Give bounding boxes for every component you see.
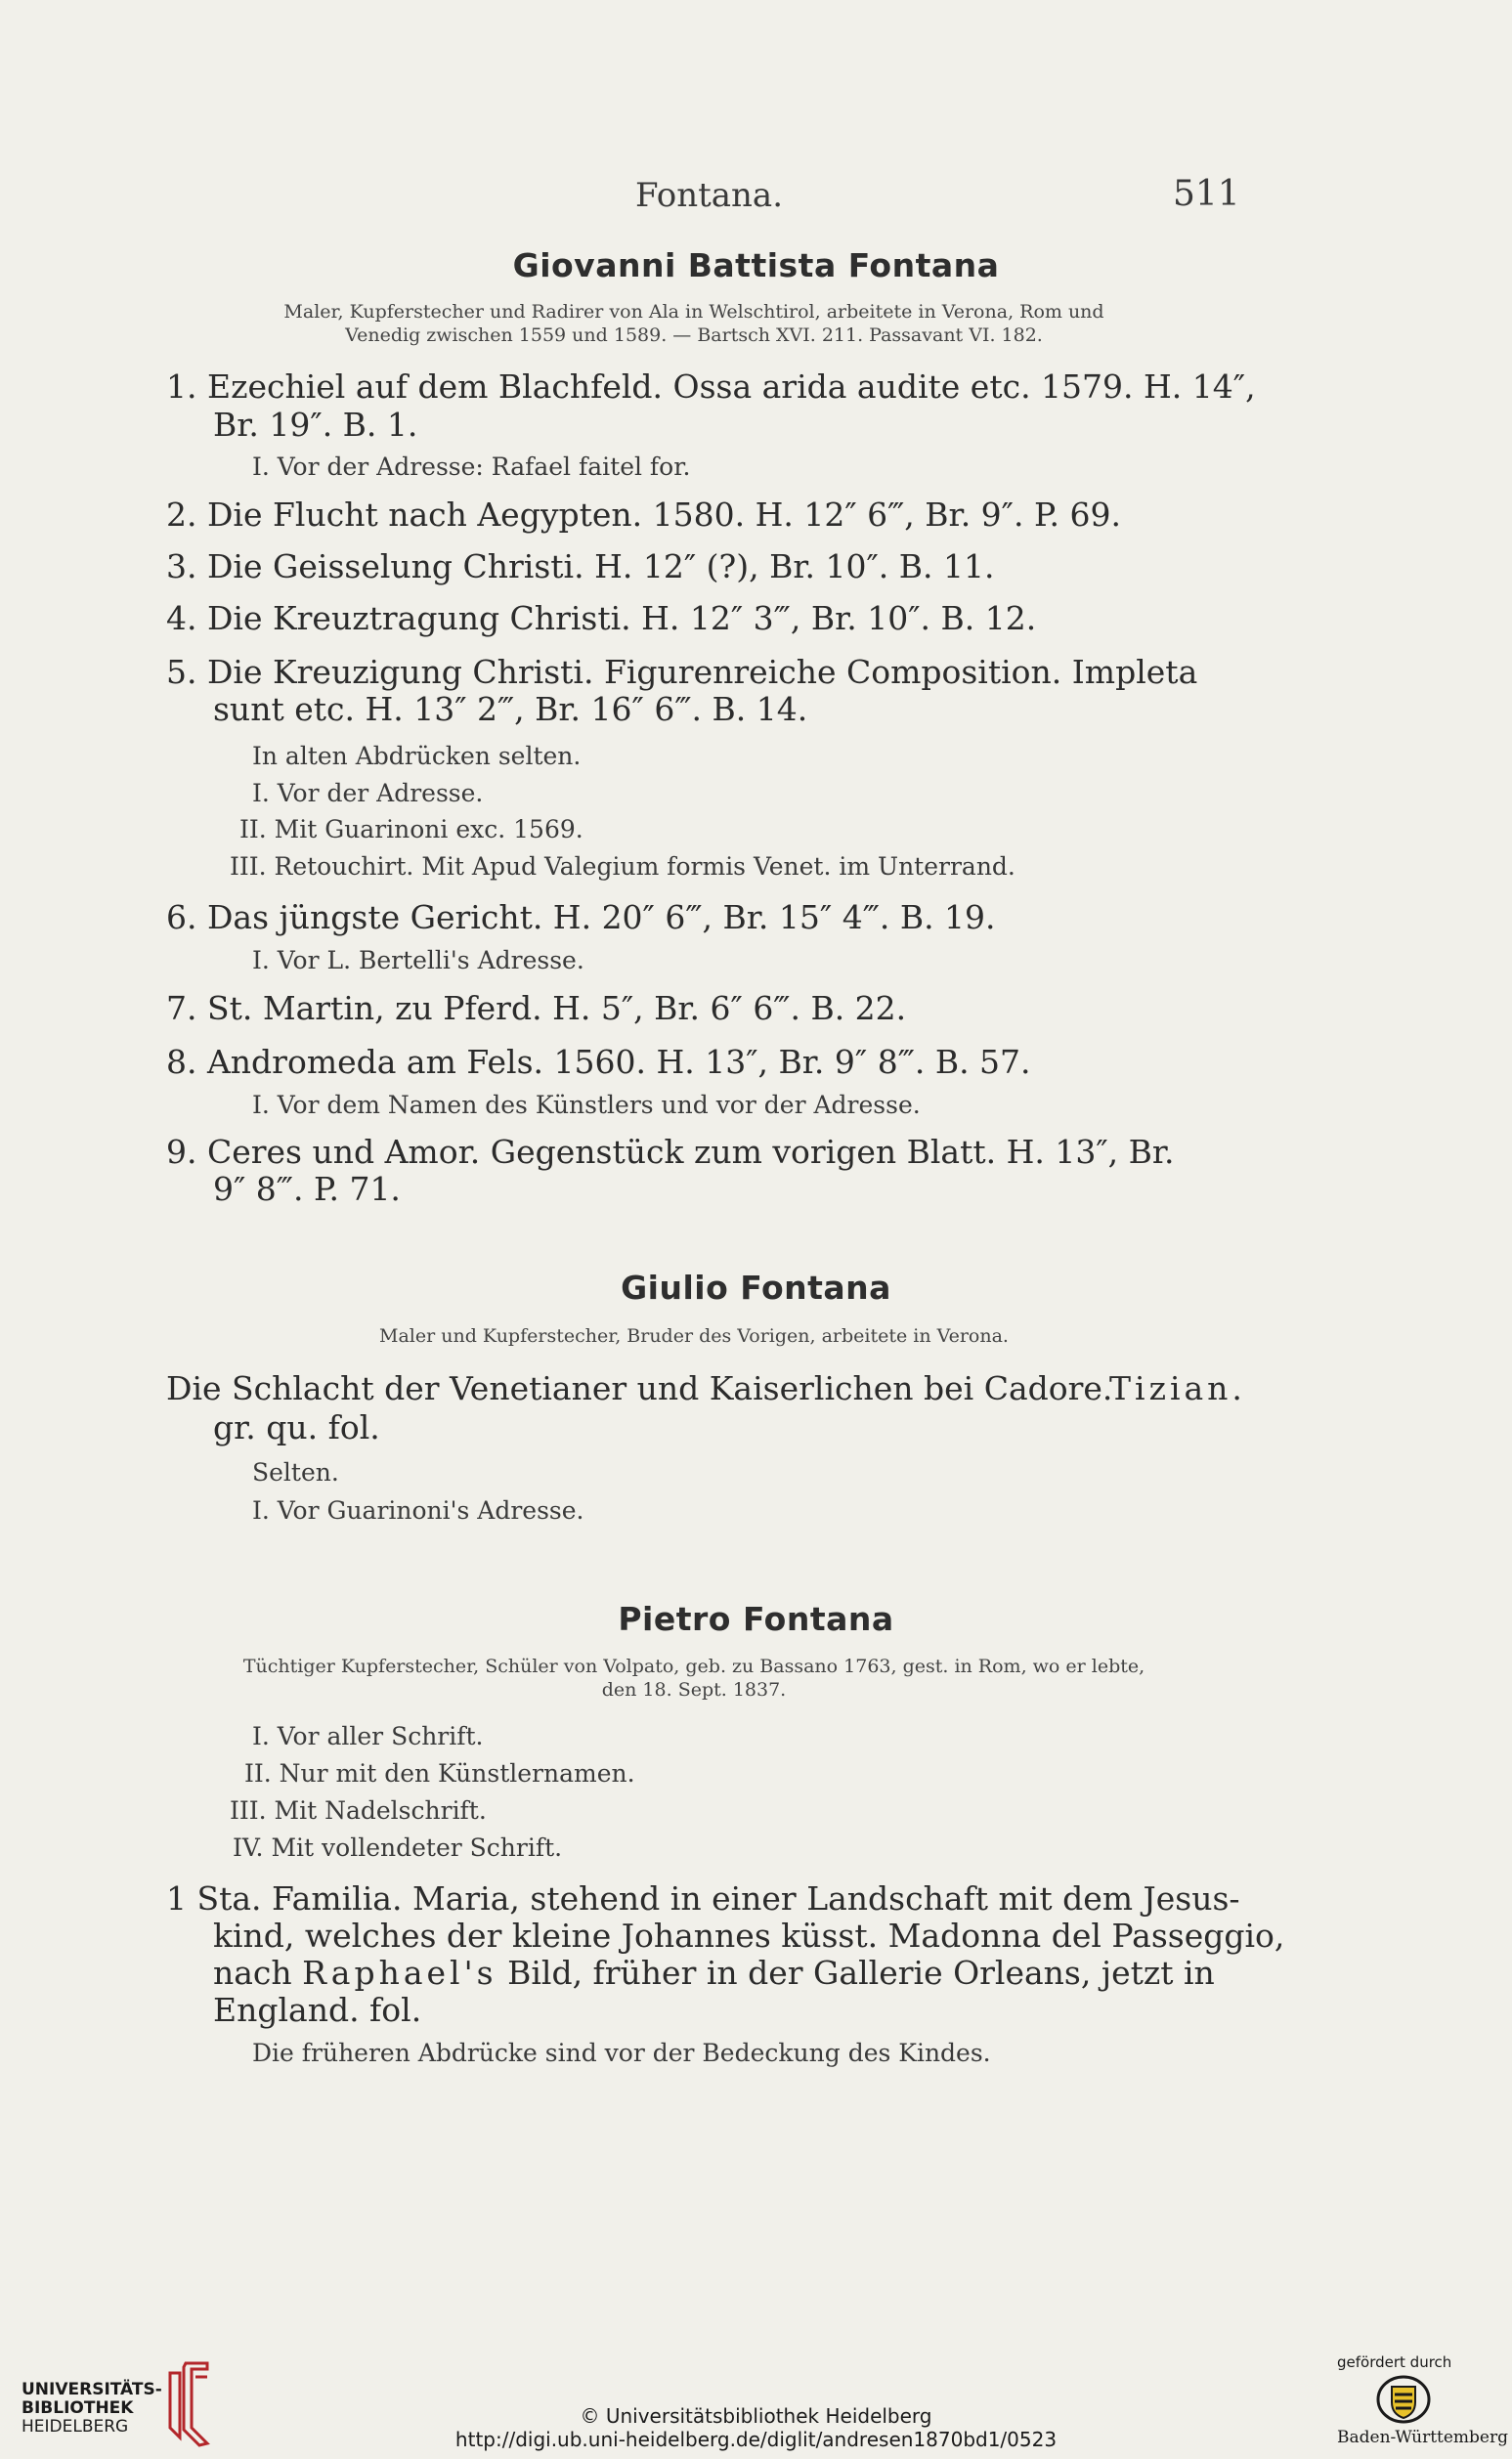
pietro-entry-line2: kind, welches der kleine Johannes küsst. Madonna del Passeggio,: [213, 1917, 1285, 1955]
coat-of-arms-icon: [1376, 2375, 1431, 2424]
bio-giovanni-line1: Maler, Kupferstecher und Radirer von Ala in Welschtirol, arbeitete in Verona, Rom und: [283, 301, 1104, 323]
entry-6: 6. Das jüngste Gericht. H. 20″ 6‴, Br. 15″ 4‴. B. 19.: [166, 898, 996, 936]
library-name-line3: HEIDELBERG: [22, 2417, 129, 2437]
entry-5-state-2: II. Mit Guarinoni exc. 1569.: [239, 815, 583, 843]
pietro-entry-line1: 1 Sta. Familia. Maria, stehend in einer Landschaft mit dem Jesus-: [166, 1879, 1240, 1918]
bio-giovanni-line2: Venedig zwischen 1559 und 1589. — Bartsch XVI. 211. Passavant VI. 182.: [345, 324, 1043, 346]
entry-5-state-1: I. Vor der Adresse.: [252, 779, 484, 807]
giulio-state-1: I. Vor Guarinoni's Adresse.: [252, 1496, 584, 1525]
giulio-note: Selten.: [252, 1458, 339, 1487]
entry-5-note: In alten Abdrücken selten.: [252, 742, 582, 770]
entry-2: 2. Die Flucht nach Aegypten. 1580. H. 12″ 6‴, Br. 9″. P. 69.: [166, 496, 1121, 534]
bio-pietro-line2: den 18. Sept. 1837.: [601, 1679, 787, 1701]
entry-9-line1: 9. Ceres und Amor. Gegenstück zum vorigen Blatt. H. 13″, Br.: [166, 1133, 1175, 1171]
entry-9-line2: 9″ 8‴. P. 71.: [213, 1170, 401, 1208]
running-head: Fontana.: [635, 176, 784, 215]
library-name-line1: UNIVERSITÄTS-: [22, 2380, 162, 2399]
entry-1-line1: 1. Ezechiel auf dem Blachfeld. Ossa arida audite etc. 1579. H. 14″,: [166, 367, 1256, 406]
pietro-state-3: III. Mit Nadelschrift.: [230, 1796, 487, 1825]
entry-1-line2: Br. 19″. B. 1.: [213, 406, 418, 444]
bio-giulio: Maler und Kupferstecher, Bruder des Vorigen, arbeitete in Verona.: [379, 1325, 1009, 1347]
entry-7: 7. St. Martin, zu Pferd. H. 5″, Br. 6″ 6‴. B. 22.: [166, 989, 907, 1027]
funded-by-label: gefördert durch: [1337, 2353, 1452, 2371]
entry-3: 3. Die Geisselung Christi. H. 12″ (?), Br. 10″. B. 11.: [166, 547, 995, 585]
pietro-state-4: IV. Mit vollendeter Schrift.: [233, 1833, 563, 1862]
bio-pietro-line1: Tüchtiger Kupferstecher, Schüler von Volpato, geb. zu Bassano 1763, gest. in Rom, wo er lebte,: [242, 1656, 1145, 1677]
pietro-state-2: II. Nur mit den Künstlernamen.: [244, 1759, 635, 1788]
pietro-entry-line3-end: Bild, früher in der Gallerie Orleans, jetzt in: [507, 1954, 1215, 1992]
funder-name: Baden-Württemberg: [1337, 2428, 1508, 2447]
source-url[interactable]: http://digi.ub.uni-heidelberg.de/diglit/andresen1870bd1/0523: [454, 2428, 1058, 2451]
section-heading-giulio: Giulio Fontana: [621, 1269, 891, 1307]
entry-8-state-1: I. Vor dem Namen des Künstlers und vor der Adresse.: [252, 1091, 921, 1119]
copyright-notice: © Universitätsbibliothek Heidelberg: [580, 2404, 932, 2428]
entry-5-line1: 5. Die Kreuzigung Christi. Figurenreiche Composition. Impleta: [166, 653, 1198, 691]
pietro-entry-line4: England. fol.: [213, 1991, 422, 2029]
entry-6-state-1: I. Vor L. Bertelli's Adresse.: [252, 946, 584, 974]
entry-1-state-1: I. Vor der Adresse: Rafael faitel for.: [252, 453, 691, 481]
pietro-entry-line3-start: nach: [213, 1954, 292, 1992]
pietro-entry-note: Die früheren Abdrücke sind vor der Bedeckung des Kindes.: [252, 2039, 991, 2067]
section-heading-pietro: Pietro Fontana: [618, 1600, 894, 1638]
entry-5-line2: sunt etc. H. 13″ 2‴, Br. 16″ 6‴. B. 14.: [213, 690, 808, 728]
giulio-entry-artist: Tizian.: [1109, 1369, 1246, 1407]
giulio-entry-line1: Die Schlacht der Venetianer und Kaiserlichen bei Cadore.: [166, 1369, 1113, 1407]
page-number: 511: [1173, 174, 1240, 214]
giulio-entry-line2: gr. qu. fol.: [213, 1408, 380, 1446]
entry-5-state-3: III. Retouchirt. Mit Apud Valegium formis Venet. im Unterrand.: [230, 852, 1015, 881]
entry-4: 4. Die Kreuztragung Christi. H. 12″ 3‴, Br. 10″. B. 12.: [166, 599, 1037, 637]
pietro-entry-line3: [213, 1955, 1215, 1992]
pietro-state-1: I. Vor aller Schrift.: [252, 1722, 484, 1750]
entry-8: 8. Andromeda am Fels. 1560. H. 13″, Br. 9″ 8‴. B. 57.: [166, 1043, 1031, 1081]
pietro-entry-artist: Raphael's: [302, 1954, 497, 1992]
section-heading-giovanni: Giovanni Battista Fontana: [512, 246, 1000, 284]
library-name-line2: BIBLIOTHEK: [22, 2398, 134, 2418]
